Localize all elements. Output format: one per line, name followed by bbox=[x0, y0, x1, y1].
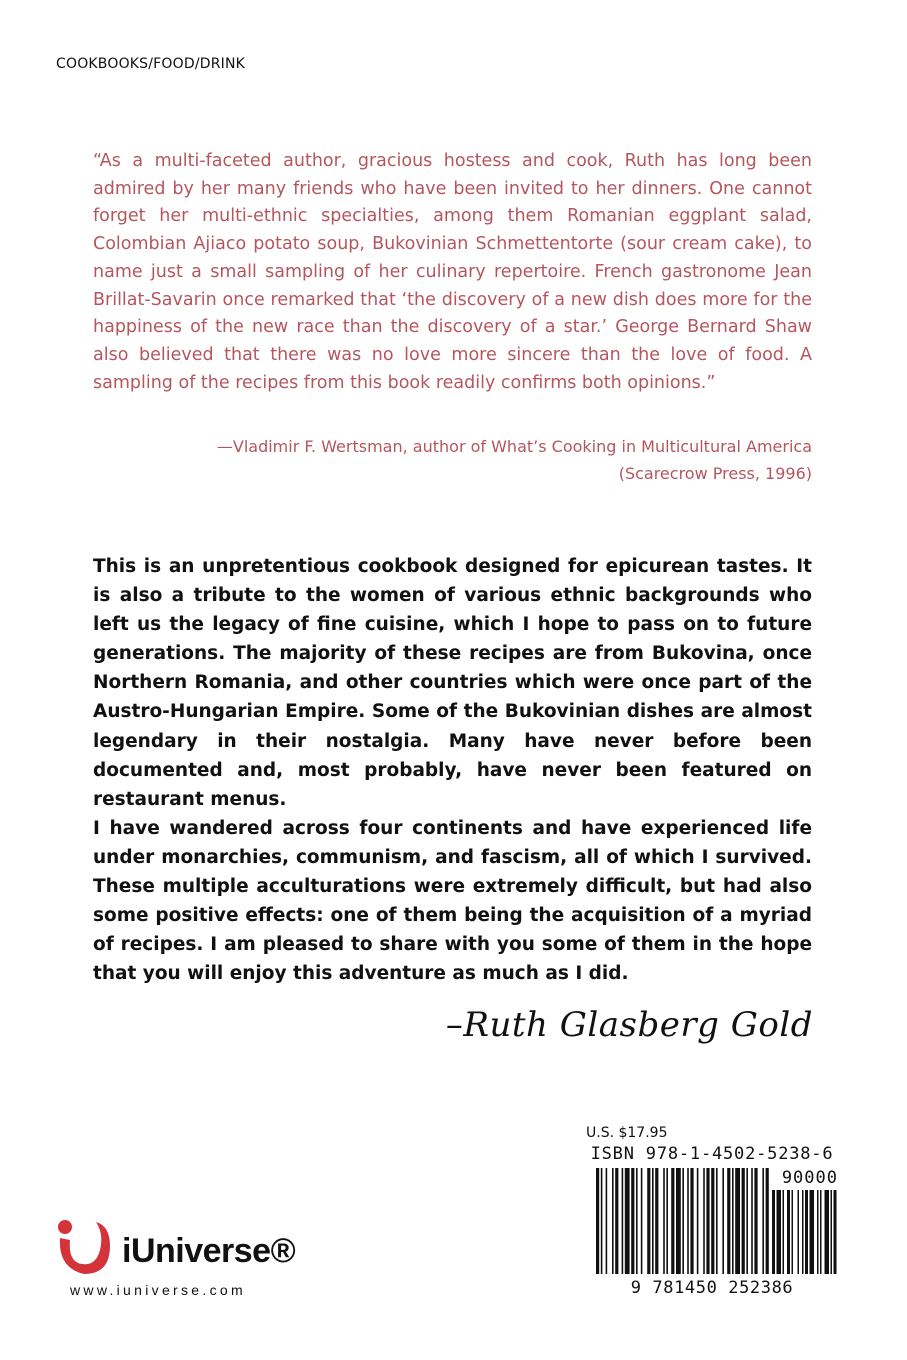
barcode-bar bbox=[625, 1168, 630, 1274]
barcode-bar bbox=[722, 1168, 724, 1274]
barcode-bar bbox=[596, 1168, 599, 1274]
description-paragraph-1: This is an unpretentious cookbook designed for epicurean tastes. It is also a tribute to the women of various ethnic backgrounds who left us the legacy of fine cuisine, which I hope to pass on to future generations. The majority of these recipes are from Bukovina, once Northern Romania, and other countries which were once part of the Austro-Hungarian Empire. Some of the Bukovinian dishes are almost legendary in their nostalgia. Many have never before been documented and, most probably, have never been featured on restaurant menus. bbox=[93, 556, 812, 810]
barcode-addon-bar bbox=[805, 1190, 808, 1274]
barcode-bar bbox=[735, 1168, 740, 1274]
barcode-bar bbox=[751, 1168, 753, 1274]
barcode-addon-bar bbox=[820, 1190, 822, 1274]
barcode-bar bbox=[732, 1168, 734, 1274]
barcode-addon-bar bbox=[802, 1190, 804, 1274]
barcode-bar bbox=[615, 1168, 618, 1274]
barcode-addon-bar bbox=[792, 1190, 794, 1274]
barcode-addon-bar bbox=[834, 1190, 837, 1274]
barcode-addon-bar bbox=[831, 1190, 833, 1274]
barcode-bar bbox=[606, 1168, 608, 1274]
barcode-bar bbox=[706, 1168, 709, 1274]
barcode-bar bbox=[762, 1168, 764, 1274]
endorsement-quote: “As a multi-faceted author, gracious hostess and cook, Ruth has long been admired by her many friends who have been invited to her dinners. One cannot forget her multi-ethnic specialties, among them Romanian eggplant salad, Colombian Ajiaco potato soup, Bukovinian Schmettentorte (sour cream cake), to name just a small sampling of her culinary repertoire. French gastronome Jean Brillat-Savarin once remarked that ‘the discovery of a new dish does more for the happiness of the new race than the discovery of a star.’ George Bernard Shaw also believed that there was no love more sincere than the love of food. A sampling of the recipes from this book readily confirms both opinions.” bbox=[93, 151, 812, 393]
barcode-bar bbox=[671, 1168, 674, 1274]
barcode-bar bbox=[647, 1168, 650, 1274]
barcode-bar bbox=[703, 1168, 705, 1274]
barcode-addon-bar bbox=[772, 1190, 775, 1274]
barcode-addon-bar bbox=[825, 1190, 830, 1274]
barcode-bar bbox=[655, 1168, 658, 1274]
barcode-bar bbox=[631, 1168, 634, 1274]
barcode-bar bbox=[746, 1168, 748, 1274]
barcode-bar bbox=[687, 1168, 689, 1274]
publisher-url: www.iuniverse.com bbox=[70, 1282, 246, 1298]
barcode-addon-bar bbox=[810, 1190, 815, 1274]
barcode bbox=[586, 1168, 838, 1304]
price-label: U.S. $17.95 bbox=[586, 1125, 668, 1141]
barcode-bar bbox=[612, 1168, 614, 1274]
barcode-bar bbox=[676, 1168, 681, 1274]
barcode-bar bbox=[754, 1168, 757, 1274]
category-label: COOKBOOKS/FOOD/DRINK bbox=[56, 56, 246, 72]
publisher-logo bbox=[56, 1218, 316, 1308]
author-signature: –Ruth Glasberg Gold bbox=[445, 1005, 813, 1045]
iuniverse-logo-icon bbox=[56, 1218, 116, 1280]
barcode-addon-bar bbox=[777, 1190, 782, 1274]
barcode-bar bbox=[622, 1168, 624, 1274]
barcode-bar bbox=[641, 1168, 643, 1274]
barcode-bar bbox=[697, 1168, 699, 1274]
barcode-bar bbox=[727, 1168, 730, 1274]
barcode-bar bbox=[682, 1168, 684, 1274]
barcode-bar bbox=[711, 1168, 714, 1274]
attribution-author: —Vladimir F. Wertsman, author of What’s Cooking in Multicultural America bbox=[216, 437, 812, 456]
barcode-bar bbox=[690, 1168, 693, 1274]
barcode-ean-digits: 9 781450 252386 bbox=[630, 1278, 794, 1298]
barcode-addon-bar bbox=[817, 1190, 819, 1274]
barcode-addon-digits: 90000 bbox=[781, 1168, 838, 1188]
barcode-bar bbox=[663, 1168, 665, 1274]
publisher-name: iUniverse® bbox=[122, 1232, 296, 1270]
attribution-publisher: (Scarecrow Press, 1996) bbox=[618, 464, 812, 483]
barcode-bar bbox=[652, 1168, 654, 1274]
barcode-addon-bar bbox=[798, 1190, 800, 1274]
isbn-label: ISBN 978-1-4502-5238-6 bbox=[590, 1144, 834, 1164]
barcode-bar bbox=[666, 1168, 668, 1274]
barcode-bar bbox=[742, 1168, 745, 1274]
description-paragraph-2: I have wandered across four continents and have experienced life under monarchies, communism, and fascism, all of which I survived. These multiple acculturations were extremely difficult, but had also some positive effects: one of them being the acquisition of a myriad of recipes. I am pleased to share with you some of them in the hope that you will enjoy this adventure as much as I did. bbox=[93, 818, 812, 985]
barcode-bar bbox=[716, 1168, 718, 1274]
barcode-addon-bar bbox=[783, 1190, 785, 1274]
quote-attribution bbox=[93, 433, 812, 487]
barcode-bar bbox=[766, 1168, 769, 1274]
barcode-addon-bar bbox=[787, 1190, 790, 1274]
barcode-bar bbox=[636, 1168, 638, 1274]
barcode-bar bbox=[601, 1168, 603, 1274]
